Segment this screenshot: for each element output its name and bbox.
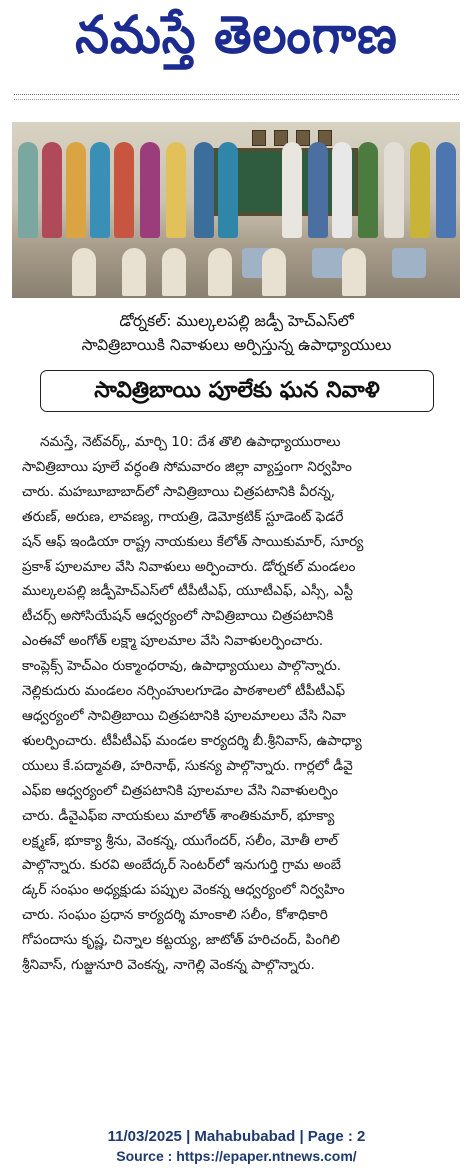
- student: [162, 248, 186, 296]
- article-line: కాంప్లెక్స్ హెచ్ఎం రుక్మాంధరావు, ఉపాధ్యాయులు పాల్గొన్నారు.: [22, 658, 342, 675]
- article-line: ఆధ్వర్యంలో సావిత్రిబాయి చిత్రపటానికి పూలమాలలు వేసి నివా: [22, 707, 346, 724]
- article-line: నమస్తే, నెట్‌వర్క్, మార్చి 10: దేశ తొలి ఉపాధ్యాయురాలు: [40, 434, 341, 450]
- person: [358, 142, 378, 238]
- masthead: [0, 0, 473, 100]
- article-line: గోపందాసు కృష్ణ, చిన్నాల కట్టయ్య, జాటోత్ హరిచంద్, పింగిలి: [22, 932, 340, 949]
- student: [72, 248, 96, 296]
- article-line: ప్రకాశ్ పూలమాల వేసి నివాళులు అర్పించారు. డోర్నకల్ మండలం: [22, 558, 356, 575]
- person: [18, 142, 38, 238]
- article-line: ళులర్పించారు. టీపీటీఎఫ్ మండల కార్యదర్శి బీ.శ్రీనివాస్, ఉపాధ్యా: [22, 732, 362, 749]
- wall-portrait: [252, 130, 266, 146]
- article-line: ఎంఈవో అంగోత్ లక్ష్మా పూలమాల వేసి నివాళులర్పించారు.: [22, 633, 324, 650]
- article-line: పాల్గొన్నారు. కురవి అంబేద్కర్ సెంటర్‌లో ఇనుగుర్తి గ్రామ అంబే: [22, 857, 341, 874]
- article-line: షన్ ఆఫ్ ఇండియా రాష్ట్ర నాయకులు కేలోత్ సాయికుమార్, సూర్య: [22, 533, 364, 550]
- person: [410, 142, 430, 238]
- edition-meta: 11/03/2025 | Mahabubabad | Page : 2: [107, 1128, 366, 1145]
- person: [42, 142, 62, 238]
- source-link[interactable]: Source : https://epaper.ntnews.com/: [116, 1148, 357, 1164]
- person: [384, 142, 404, 238]
- chair: [392, 248, 426, 278]
- person: [308, 142, 328, 238]
- masthead-divider: [14, 94, 459, 100]
- article-line: సావిత్రిబాయి పూలే వర్ధంతి సోమవారం జిల్లా వ్యాప్తంగా నిర్వహిం: [22, 458, 352, 475]
- article-line: డ్కర్ సంఘం అధ్యక్షుడు పప్పుల వెంకన్న ఆధ్వర్యంలో నిర్వహిం: [22, 882, 345, 899]
- student: [342, 248, 366, 296]
- article-line: శ్రీనివాస్, గుజ్జునూరి వెంకన్న, నాగెల్లి వెంకన్న పాల్గొన్నారు.: [22, 957, 315, 974]
- article-line: టీచర్స్ అసోసియేషన్ ఆధ్వర్యంలో సావిత్రిబాయి చిత్రపటానికి: [22, 608, 334, 625]
- person: [166, 142, 186, 238]
- student: [262, 248, 286, 296]
- article-line: చారు. మహబూబాబాద్‌లో సావిత్రిబాయి చిత్రపటానికి వీరన్న,: [22, 483, 336, 500]
- chair: [312, 248, 346, 278]
- student: [122, 248, 146, 296]
- article-headline: సావిత్రిబాయి పూలేకు ఘన నివాళి: [40, 370, 434, 412]
- article-line: యులు కే.పద్మావతి, హరినాథ్, సుకన్య పాల్గొన్నారు. గార్లలో డీవై: [22, 757, 353, 774]
- person: [282, 142, 302, 238]
- article-line: తరుణ్, అరుణ, లావణ్య, గాయత్రి, డెమోక్రటిక్ స్టూడెంట్ ఫెడరే: [22, 508, 344, 525]
- photo-caption-line1: డోర్నకల్: ముల్కలపల్లి జడ్పీ హెచ్ఎస్‌లో: [119, 312, 354, 330]
- photo-caption-line2: సావిత్రిబాయికి నివాళులు అర్పిస్తున్న ఉపాధ్యాయులు: [81, 336, 392, 354]
- article-line: లక్ష్మణ్, భూక్యా శ్రీను, వెంకన్న, యుగేందర్, సలీం, మోతీ లాల్: [22, 832, 339, 849]
- article-line: ఎఫ్ఐ ఆధ్వర్యంలో చిత్రపటానికి పూలమాల వేసి నివాళులర్పిం: [22, 782, 339, 799]
- article-line: నెల్లికుదురు మండలం నర్సింహులగూడెం పాఠశాలలో టీపీటీఎఫ్: [22, 683, 346, 700]
- person: [114, 142, 134, 238]
- newspaper-logo: నమస్తే తెలంగాణ: [75, 4, 398, 66]
- student: [208, 248, 232, 296]
- person: [90, 142, 110, 238]
- person: [140, 142, 160, 238]
- person: [436, 142, 456, 238]
- article-photo: [12, 122, 460, 298]
- article-line: చారు. సంఘం ప్రధాన కార్యదర్శి మాంకాలి సలీం, కోశాధికారి: [22, 907, 328, 924]
- article-body: [22, 430, 456, 978]
- person: [332, 142, 352, 238]
- person: [66, 142, 86, 238]
- article-line: చారు. డీవైఎఫ్ఐ నాయకులు మాలోత్ శాంతికుమార్, భూక్యా: [22, 807, 335, 824]
- person: [218, 142, 238, 238]
- person: [194, 142, 214, 238]
- article-line: ముల్కలపల్లి జడ్పీహెచ్ఎస్‌లో టీపీటీఎఫ్, యూటీఎఫ్, ఎస్సీ, ఎస్టీ: [22, 583, 354, 600]
